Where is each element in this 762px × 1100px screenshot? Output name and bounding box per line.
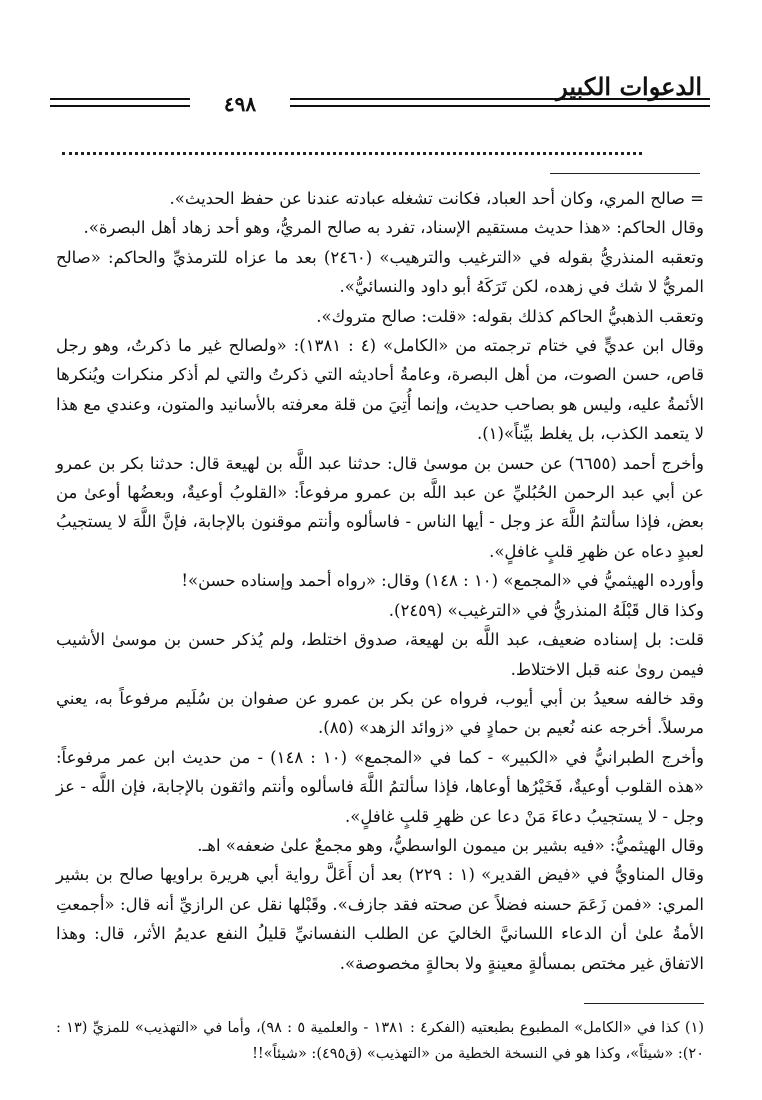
header-rule-left-bottom xyxy=(50,105,190,107)
paragraph: وتعقبه المنذريُّ بقوله في «الترغيب والترهيب» (٢٤٦٠) بعد ما عزاه للترمذيِّ والحاكم: «صالح المريُّ لا شك في زهده، لكن تَرَكَهُ أبو داود والنسائيُّ». xyxy=(56,247,704,297)
header-rule-left-top xyxy=(50,98,190,100)
paragraph: وقال الهيثميُّ: «فيه بشير بن ميمون الواسطيُّ، وهو مجمعٌ علىٰ ضعفه» اهـ. xyxy=(197,835,704,855)
dotted-separator xyxy=(62,152,642,155)
paragraph: وأورده الهيثميُّ في «المجمع» (١٠ : ١٤٨) وقال: «رواه أحمد وإسناده حسن»! xyxy=(181,571,704,591)
paragraph: قلت: بل إسناده ضعيف، عبد اللَّه بن لهيعة، صدوق اختلط، ولم يُذكر حسن بن موسىٰ الأشيب فيمن روىٰ عنه قبل الاختلاط. xyxy=(56,630,704,679)
paragraph: وقال المناويُّ في «فيض القدير» (١ : ٢٢٩) بعد أن أَعَلَّ رواية أبي هريرة براويها صالح بن بشير المري: «فمن زَعَمَ حسنه فضلاً عن صحته فقد جازف». وقَبْلها نقل عن الرازيِّ أنه قال: «أجمعتِ الأمةُ علىٰ أن الدعاء اللسانيَّ الخاليَ عن الطلب النفسانيِّ قليلُ النفع عديمُ الأثر، قال: وهذا الاتفاق غير مختص بمسألةٍ معينةٍ ولا بحالةٍ مخصوصة». xyxy=(56,865,704,973)
header-rule-right-top xyxy=(290,98,710,100)
footnotes xyxy=(56,1015,704,1067)
paragraph: وتعقب الذهبيُّ الحاكم كذلك بقوله: «قلت: صالح متروك». xyxy=(316,306,704,326)
footnote: (١) كذا في «الكامل» المطبوع بطبعتيه (الفكر٤ : ١٣٨١ - والعلمية ٥ : ٩٨)، وأما في «التهذيب» للمزيِّ (١٣ : ٢٠): «شيئاً»، وكذا هو في النسخة الخطية من «التهذيب» (ق٤٩٥): «شيئاً»!! xyxy=(56,1020,705,1062)
continuation-rule xyxy=(550,173,700,174)
footnote-separator xyxy=(584,1003,704,1004)
paragraph: = صالح المري، وكان أحد العباد، فكانت تشغله عبادته عندنا عن حفظ الحديث». xyxy=(169,189,704,208)
paragraph: وقال الحاكم: «هذا حديث مستقيم الإسناد، تفرد به صالح المريُّ، وهو أحد زهاد أهل البصرة». xyxy=(83,218,704,238)
header-rule-right-bottom xyxy=(290,105,710,107)
paragraph: وكذا قال قَبْلَهُ المنذريُّ في «الترغيب» (٢٤٥٩). xyxy=(388,600,704,620)
running-header-title: الدعوات الكبير xyxy=(556,72,702,101)
body-text xyxy=(56,184,704,978)
paragraph: وأخرج أحمد (٦٦٥٥) عن حسن بن موسىٰ قال: حدثنا عبد اللَّه بن لهيعة قال: حدثنا بكر بن عمرو عن أبي عبد الرحمن الحُبُليِّ عن عبد اللَّه بن عمرو مرفوعاً: «القلوبُ أوعيةٌ، وبعضُها أوعىٰ من بعض، فإذا سألتمُ اللَّهَ عز وجل - أيها الناس - فاسألوه وأنتم موقنون بالإجابة، فإنَّ اللَّهَ لا يستجيبُ لعبدٍ دعاه عن ظهرِ قلبٍ غافلٍ». xyxy=(56,453,704,561)
paragraph: وقال ابن عديٍّ في ختام ترجمته من «الكامل» (٤ : ١٣٨١): «ولصالح غير ما ذكرتُ، وهو رجل قاص، حسن الصوت، من أهل البصرة، وعامةُ أحاديثه التي ذكرتُ والتي لم أذكر منكرات ويُنكرها الأئمةُ عليه، وليس هو بصاحب حديث، وإنما أُتِيَ من قلة معرفته بالأسانيد والمتون، وعندي مع هذا لا يتعمد الكذب، بل يغلط بيِّناً»(١). xyxy=(56,336,705,444)
page-number: ٤٩٨ xyxy=(223,92,257,116)
paragraph: وقد خالفه سعيدُ بن أبي أيوب، فرواه عن بكر بن عمرو عن صفوان بن سُلَيم مرفوعاً به، يعني مرسلاً. أخرجه عنه نُعيم بن حمادٍ في «زوائد الزهد» (٨٥). xyxy=(56,688,704,738)
paragraph: وأخرج الطبرانيُّ في «الكبير» - كما في «المجمع» (١٠ : ١٤٨) - من حديث ابن عمر مرفوعاً: «هذه القلوب أوعيةٌ، فَخَيْرُها أوعاها، فإذا سألتمُ اللَّهَ فاسألوه وأنتم واثقون بالإجابة، فإن اللَّه - عز وجل - لا يستجيبُ دعاءَ مَنْ دعا عن ظهرِ قلبٍ غافلٍ». xyxy=(56,747,704,826)
